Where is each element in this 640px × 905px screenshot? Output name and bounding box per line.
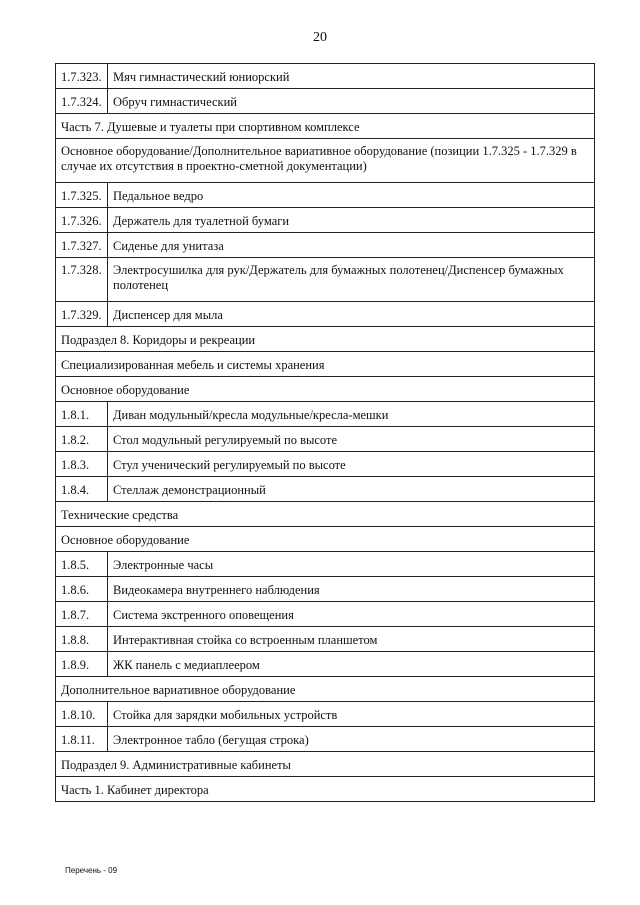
- table-row: [56, 452, 595, 477]
- item-code: 1.8.2.: [56, 427, 108, 452]
- item-text: Сиденье для унитаза: [108, 233, 595, 258]
- section-heading: Основное оборудование: [56, 527, 595, 552]
- table-row: [56, 183, 595, 208]
- equipment-table: [55, 63, 595, 802]
- item-code: 1.8.7.: [56, 602, 108, 627]
- section-heading: Часть 1. Кабинет директора: [56, 777, 595, 802]
- item-code: 1.8.5.: [56, 552, 108, 577]
- table-row: [56, 602, 595, 627]
- item-code: 1.7.326.: [56, 208, 108, 233]
- item-code: 1.8.6.: [56, 577, 108, 602]
- item-text: Электронное табло (бегущая строка): [108, 727, 595, 752]
- section-heading: Дополнительное вариативное оборудование: [56, 677, 595, 702]
- item-code: 1.7.325.: [56, 183, 108, 208]
- item-code: 1.8.9.: [56, 652, 108, 677]
- section-row: [56, 677, 595, 702]
- table-row: [56, 702, 595, 727]
- item-code: 1.8.4.: [56, 477, 108, 502]
- section-row: [56, 527, 595, 552]
- item-code: 1.7.323.: [56, 64, 108, 89]
- item-text: Обруч гимнастический: [108, 89, 595, 114]
- footer-label: Перечень - 09: [65, 866, 118, 875]
- page-number: 20: [313, 30, 327, 45]
- item-text: Диспенсер для мыла: [108, 302, 595, 327]
- item-code: 1.8.11.: [56, 727, 108, 752]
- item-code: 1.7.328.: [56, 258, 108, 302]
- table-row: [56, 427, 595, 452]
- table-row: [56, 727, 595, 752]
- item-code: 1.7.324.: [56, 89, 108, 114]
- section-row: [56, 752, 595, 777]
- section-row: [56, 139, 595, 183]
- table-row: [56, 89, 595, 114]
- table-row: [56, 402, 595, 427]
- section-heading: Подраздел 8. Коридоры и рекреации: [56, 327, 595, 352]
- section-heading: Часть 7. Душевые и туалеты при спортивном комплексе: [56, 114, 595, 139]
- section-row: [56, 327, 595, 352]
- table-row: [56, 208, 595, 233]
- item-text: Интерактивная стойка со встроенным планшетом: [108, 627, 595, 652]
- section-heading: Специализированная мебель и системы хранения: [56, 352, 595, 377]
- table-row: [56, 627, 595, 652]
- section-heading: Подраздел 9. Административные кабинеты: [56, 752, 595, 777]
- item-text: Мяч гимнастический юниорский: [108, 64, 595, 89]
- item-text: Электронные часы: [108, 552, 595, 577]
- item-code: 1.7.327.: [56, 233, 108, 258]
- table-row: [56, 233, 595, 258]
- section-heading: Основное оборудование/Дополнительное вариативное оборудование (позиции 1.7.325 - 1.7.329 в случае их отсутствия в проектно-сметной документации): [56, 139, 595, 183]
- item-code: 1.7.329.: [56, 302, 108, 327]
- item-text: Видеокамера внутреннего наблюдения: [108, 577, 595, 602]
- item-code: 1.8.8.: [56, 627, 108, 652]
- table-row: [56, 477, 595, 502]
- table-row: [56, 64, 595, 89]
- item-text: ЖК панель с медиаплеером: [108, 652, 595, 677]
- item-text: Стойка для зарядки мобильных устройств: [108, 702, 595, 727]
- item-code: 1.8.1.: [56, 402, 108, 427]
- item-code: 1.8.3.: [56, 452, 108, 477]
- item-text: Стол модульный регулируемый по высоте: [108, 427, 595, 452]
- item-text: Электросушилка для рук/Держатель для бумажных полотенец/Диспенсер бумажных полотенец: [108, 258, 595, 302]
- section-heading: Основное оборудование: [56, 377, 595, 402]
- section-row: [56, 352, 595, 377]
- item-text: Стул ученический регулируемый по высоте: [108, 452, 595, 477]
- item-text: Стеллаж демонстрационный: [108, 477, 595, 502]
- table-row: [56, 577, 595, 602]
- item-text: Диван модульный/кресла модульные/кресла-мешки: [108, 402, 595, 427]
- section-row: [56, 777, 595, 802]
- item-code: 1.8.10.: [56, 702, 108, 727]
- table-row: [56, 302, 595, 327]
- section-row: [56, 377, 595, 402]
- item-text: Система экстренного оповещения: [108, 602, 595, 627]
- table-row: [56, 552, 595, 577]
- section-heading: Технические средства: [56, 502, 595, 527]
- table-row: [56, 258, 595, 302]
- section-row: [56, 502, 595, 527]
- item-text: Педальное ведро: [108, 183, 595, 208]
- section-row: [56, 114, 595, 139]
- table-row: [56, 652, 595, 677]
- item-text: Держатель для туалетной бумаги: [108, 208, 595, 233]
